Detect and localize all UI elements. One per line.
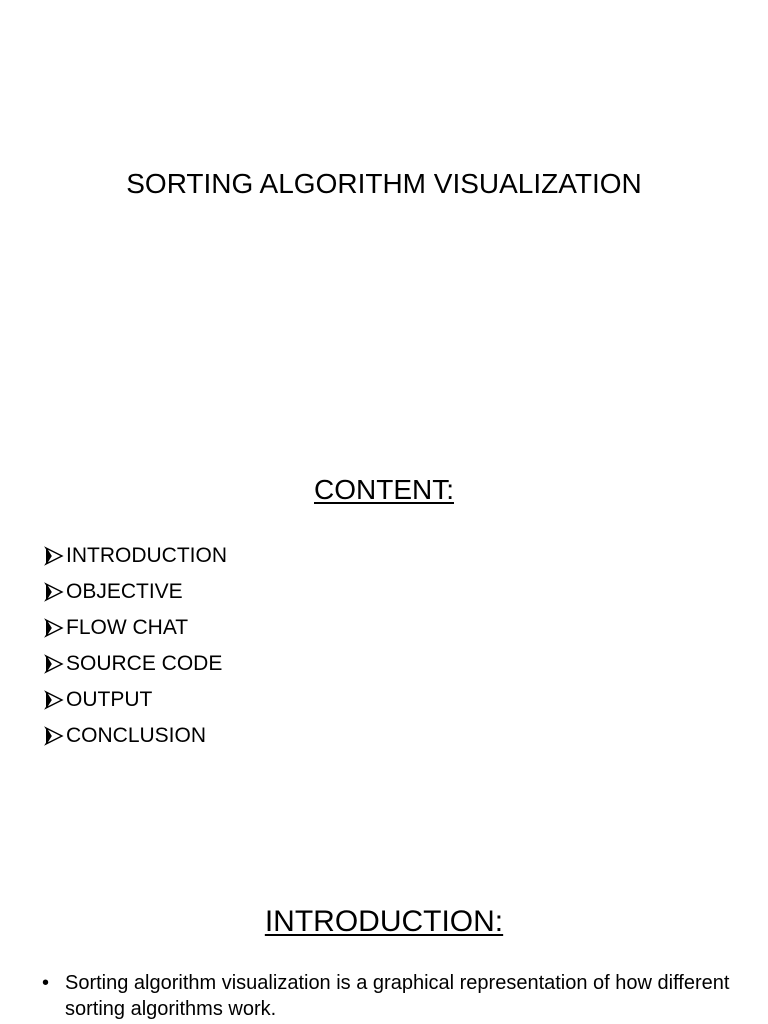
dot-bullet-icon: • [42,972,50,994]
introduction-heading: INTRODUCTION: [264,905,504,938]
arrow-bullet-icon [44,726,64,746]
content-item-label: INTRODUCTION [66,544,227,567]
introduction-list [40,970,730,1022]
arrow-bullet-icon [44,654,64,674]
content-item-label: CONCLUSION [66,724,207,747]
list-item [44,574,227,610]
arrow-bullet-icon [44,582,64,602]
arrow-bullet-icon [44,546,64,566]
introduction-text: Sorting algorithm visualization is a graphical representation of how different sorting algorithms work. [65,972,730,1020]
content-item-label: OUTPUT [66,688,153,711]
content-item-label: FLOW CHAT [66,616,189,639]
content-heading: CONTENT: [314,474,454,505]
arrow-bullet-icon [44,618,64,638]
list-item [44,610,227,646]
list-item [44,646,227,682]
slide-title: SORTING ALGORITHM VISUALIZATION [126,168,642,199]
content-item-label: OBJECTIVE [66,580,183,603]
content-item-label: SOURCE CODE [66,652,223,675]
content-list [44,538,227,754]
arrow-bullet-icon [44,690,64,710]
list-item [44,718,227,754]
list-item [44,538,227,574]
list-item [40,970,730,1022]
list-item [44,682,227,718]
